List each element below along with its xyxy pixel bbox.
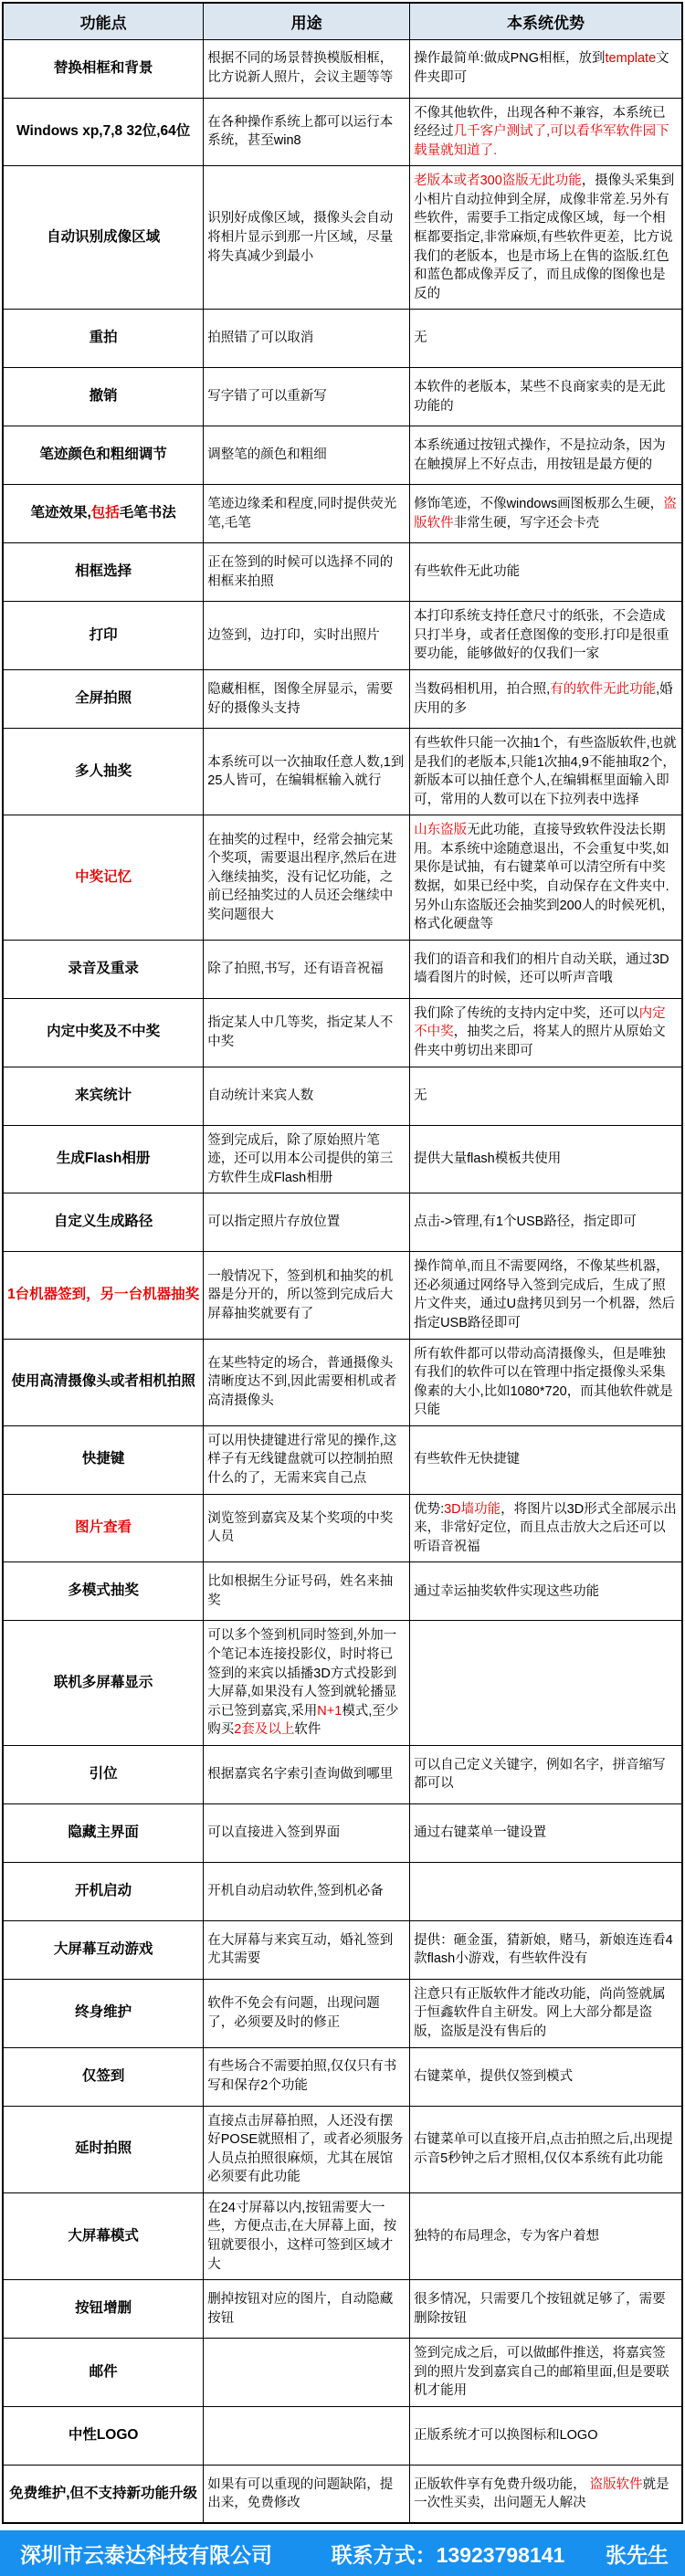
table-row: [3, 998, 682, 1067]
cell-text: 非常生硬，写字还会卡壳: [453, 515, 600, 531]
cell-text: 操作简单,而且不需要网络，不像某些机器，还必须通过网络导入签到完成后，生成了照片文件夹，通过U盘拷贝到另一个机器，然后指定USB路径即可: [414, 1259, 676, 1330]
cell-text: 可以直接进入签到界面: [207, 1825, 341, 1841]
advantage-cell: [410, 1252, 682, 1339]
purpose-cell: [204, 39, 410, 98]
purpose-cell: [204, 166, 410, 310]
cell-text: 不像其他软件，出现各种不兼容，本系统已经经过: [414, 105, 666, 140]
cell-text: 调整笔的颜色和粗细: [207, 447, 327, 463]
advantage-cell: [410, 2339, 682, 2407]
cell-text: 在各种操作系统上都可以运行本系统，甚至win8: [207, 114, 394, 149]
advantage-cell: [410, 1562, 682, 1621]
purpose-cell: [204, 1125, 410, 1193]
table-row: [3, 2047, 682, 2106]
cell-text: 一般情况下，签到机和抽奖的机器是分开的，所以签到完成后大屏幕抽奖就要有了: [207, 1268, 394, 1321]
header-purpose: 用途: [204, 3, 410, 39]
purpose-cell: [204, 940, 410, 998]
table-row: [3, 2465, 682, 2523]
feature-cell: [3, 1862, 204, 1920]
table-row: [3, 1193, 682, 1252]
cell-text: 引位: [89, 1765, 118, 1782]
table-row: [3, 426, 682, 485]
cell-text: ,婚庆用的多: [414, 681, 673, 716]
cell-text: 除了拍照,书写，还有语音祝福: [207, 962, 384, 976]
cell-text: 打印: [89, 626, 118, 643]
cell-text: 比如根据生分证号码，姓名来抽奖: [207, 1574, 394, 1608]
cell-text: 笔迹效果,: [30, 505, 91, 521]
advantage-cell: [410, 39, 682, 98]
advantage-cell: [410, 98, 682, 166]
cell-text: 隐藏主界面: [68, 1824, 139, 1840]
cell-text: 在24寸屏幕以内,按钮需要大一些，方便点击,在大屏幕上面，按钮就要很小，这样可签到区域才大: [207, 2200, 397, 2272]
highlighted-text: 盗版软件: [589, 2476, 643, 2492]
cell-text: 点击->管理,有1个USB路径，指定即可: [414, 1214, 637, 1230]
cell-text: 生成Flash相册: [56, 1150, 151, 1166]
advantage-cell: [410, 166, 682, 310]
advantage-cell: [410, 1125, 682, 1193]
cell-text: 开机启动: [75, 1882, 132, 1898]
highlighted-text: 中奖记忆: [75, 868, 132, 885]
table-row: [3, 1745, 682, 1803]
cell-text: 可以用快捷键进行常见的操作,这样子有无线键盘就可以控制拍照什么的了，无需来宾自己点: [207, 1433, 397, 1487]
purpose-cell: [204, 2465, 410, 2523]
table-row: [3, 166, 682, 310]
purpose-cell: [204, 815, 410, 940]
cell-text: ，摄像头采集到小相片自动拉伸到全屏，成像非常差.另外有些软件，需要手工指定成像区域，每一个相框都要指定,非常麻烦,有些软件更差，比方说我们的老版本，也是市场上在售的盗版.红色和蓝色都成像弄反了，而且成像的图像也是反的: [414, 173, 675, 301]
table-row: [3, 1067, 682, 1125]
comparison-table: [2, 2, 683, 2524]
advantage-cell: [410, 1803, 682, 1862]
feature-cell: [3, 2192, 204, 2279]
purpose-cell: [204, 1339, 410, 1425]
cell-text: 正版系统才可以换图标和LOGO: [414, 2428, 598, 2444]
table-row: [3, 940, 682, 998]
cell-text: 边签到，边打印，实时出照片: [207, 627, 380, 643]
purpose-cell: [204, 1067, 410, 1125]
purpose-cell: [204, 1252, 410, 1339]
purpose-cell: [204, 602, 410, 670]
purpose-cell: [204, 1745, 410, 1803]
feature-cell: [3, 602, 204, 670]
feature-cell: [3, 1562, 204, 1621]
table-body: [3, 39, 682, 2523]
cell-text: 拍照错了可以取消: [207, 331, 314, 346]
advantage-cell: [410, 1621, 682, 1745]
highlighted-text: template: [605, 51, 657, 67]
advantage-cell: [410, 940, 682, 998]
feature-cell: [3, 729, 204, 815]
feature-cell: [3, 2465, 204, 2523]
cell-text: 有些场合不需要拍照,仅仅只有书写和保存2个功能: [207, 2059, 397, 2094]
table-row: [3, 310, 682, 368]
advantage-cell: [410, 1979, 682, 2047]
cell-text: 按钮增删: [75, 2300, 132, 2317]
cell-text: 注意只有正版软件才能改功能，尚尚签就属于恒鑫软件自主研发。网上大部分都是盗版，盗版是没有售后的: [414, 1986, 666, 2039]
cell-text: 有些软件无此功能: [414, 564, 521, 580]
table-row: [3, 2280, 682, 2339]
table-row: [3, 1252, 682, 1339]
table-row: [3, 1339, 682, 1425]
cell-text: 所有软件都可以带动高清摄像头，但是唯独有我们的软件可以在管理中指定摄像头采集像素的大小,比如1080*720，而其他软件就是只能: [414, 1346, 673, 1418]
purpose-cell: [204, 1979, 410, 2047]
cell-text: 根据不同的场景替换模版相框，比方说新人照片，会议主题等等: [207, 51, 394, 85]
cell-text: 终身维护: [75, 2004, 132, 2021]
table-row: [3, 2339, 682, 2407]
advantage-cell: [410, 2280, 682, 2339]
table-row: [3, 815, 682, 940]
highlighted-text: 有的软件无此功能: [550, 681, 657, 697]
cell-text: 独特的布局理念，专为客户着想: [414, 2228, 600, 2244]
table-row: [3, 98, 682, 166]
advantage-cell: [410, 1862, 682, 1920]
purpose-cell: [204, 2106, 410, 2192]
purpose-cell: [204, 2047, 410, 2106]
purpose-cell: [204, 485, 410, 543]
cell-text: 自动识别成像区域: [47, 228, 161, 245]
feature-cell: [3, 1494, 204, 1562]
advantage-cell: [410, 310, 682, 368]
cell-text: 相框选择: [75, 563, 132, 580]
cell-text: 联机多屏幕显示: [53, 1674, 153, 1690]
cell-text: 直接点击屏幕拍照，人还没有摆好POSE就照相了，或者必须服务人员点拍照很麻烦，尤其在展馆必须要有此功能: [207, 2113, 404, 2185]
cell-text: 全屏拍照: [75, 690, 132, 707]
header-advantage: 本系统优势: [410, 3, 682, 39]
feature-cell: [3, 1252, 204, 1339]
table-row: [3, 670, 682, 729]
feature-cell: [3, 1803, 204, 1862]
cell-text: 我们的语音和我们的相片自动关联，通过3D墙看图片的时候，还可以听声音哦: [414, 952, 669, 986]
feature-cell: [3, 310, 204, 368]
cell-text: 正在签到的时候可以选择不同的相框来拍照: [207, 555, 394, 589]
cell-text: 仅签到: [81, 2067, 125, 2084]
feature-cell: [3, 815, 204, 940]
advantage-cell: [410, 1425, 682, 1494]
header-row: [3, 3, 682, 39]
cell-text: ，抽奖之后，将某人的照片从原始文件夹中剪切出来即可: [414, 1025, 666, 1058]
feature-cell: [3, 2047, 204, 2106]
advantage-cell: [410, 543, 682, 602]
cell-text: ，将图片以3D形式全部展示出来，非常好定位，而且点击放大之后还可以听语音祝福: [414, 1501, 677, 1554]
cell-text: 笔迹边缘柔和程度,同时提供荧光笔,毛笔: [207, 497, 397, 531]
purpose-cell: [204, 670, 410, 729]
feature-cell: [3, 368, 204, 426]
cell-text: 文件夹即可: [414, 51, 669, 85]
cell-text: 模式,至少购买: [207, 1703, 399, 1738]
cell-text: 右键菜单，提供仅签到模式: [414, 2068, 574, 2084]
purpose-cell: [204, 1425, 410, 1494]
table-row: [3, 2106, 682, 2192]
advantage-cell: [410, 485, 682, 543]
cell-text: 录音及重录: [68, 960, 139, 976]
cell-text: 替换相框和背景: [53, 59, 153, 76]
feature-cell: [3, 1067, 204, 1125]
contact-person: 张先生: [606, 2542, 669, 2567]
feature-cell: [3, 1425, 204, 1494]
feature-cell: [3, 426, 204, 485]
company-name: 深圳市云泰达科技有限公司: [20, 2542, 272, 2567]
advantage-cell: [410, 1920, 682, 1979]
cell-text: 免费维护,但不支持新功能升级: [9, 2485, 198, 2501]
cell-text: 删掉按钮对应的图片，自动隐藏按钮: [207, 2292, 394, 2326]
advantage-cell: [410, 2465, 682, 2523]
cell-text: 多模式抽奖: [68, 1582, 139, 1599]
cell-text: 重拍: [89, 330, 118, 346]
feature-cell: [3, 485, 204, 543]
purpose-cell: [204, 2280, 410, 2339]
cell-text: 来宾统计: [75, 1087, 132, 1103]
table-row: [3, 1979, 682, 2047]
highlighted-text: 几千客户测试了,可以看华军软件园下载量就知道了.: [414, 124, 669, 158]
advantage-cell: [410, 602, 682, 670]
purpose-cell: [204, 2339, 410, 2407]
advantage-cell: [410, 815, 682, 940]
highlighted-text: 包括: [90, 505, 120, 521]
highlighted-text: 山东盗版: [414, 823, 468, 838]
cell-text: 自动统计来宾人数: [207, 1088, 314, 1103]
cell-text: 在大屏幕与来宾互动，婚礼签到尤其需要: [207, 1932, 394, 1967]
cell-text: 开机自动启动软件,签到机必备: [207, 1884, 384, 1899]
purpose-cell: [204, 1494, 410, 1562]
feature-cell: [3, 166, 204, 310]
cell-text: 快捷键: [81, 1451, 125, 1467]
highlighted-text: 图片查看: [75, 1519, 132, 1536]
feature-cell: [3, 2106, 204, 2192]
cell-text: 提供：砸金蛋，猜新娘，赌马，新娘连连看4款flash小游戏，有些软件没有: [414, 1932, 673, 1967]
advantage-cell: [410, 670, 682, 729]
table-row: [3, 1494, 682, 1562]
feature-cell: [3, 940, 204, 998]
table-row: [3, 2406, 682, 2465]
cell-text: 无此功能，直接导致软件没法长期用。本系统中途随意退出，不会重复中奖,如果你是试抽，有右键菜单可以清空所有中奖数据，如果已经中奖，自动保存在文件夹中.另外山东盗版还会抽奖到200人的时候死机，格式化硬盘等: [414, 823, 675, 932]
table-row: [3, 1803, 682, 1862]
cell-text: 很多情况，只需要几个按钮就足够了，需要删除按钮: [414, 2292, 666, 2326]
purpose-cell: [204, 1193, 410, 1252]
highlighted-text: 2套及以上: [234, 1722, 295, 1738]
feature-cell: [3, 1125, 204, 1193]
cell-text: 优势:: [414, 1501, 445, 1517]
cell-text: 邮件: [89, 2363, 118, 2380]
highlighted-text: 老版本或者300盗版无此功能: [414, 173, 582, 189]
table-row: [3, 1425, 682, 1494]
cell-text: 内定中奖及不中奖: [47, 1024, 161, 1040]
cell-text: 本打印系统支持任意尺寸的纸张，不会造成只打半身，或者任意图像的变形.打印是很重要功能，能够做好的仅我们一家: [414, 609, 669, 662]
cell-text: 签到完成之后，可以做邮件推送，将嘉宾签到的照片发到嘉宾自己的邮箱里面,但是要联机才能用: [414, 2346, 669, 2399]
cell-text: 笔迹颜色和粗细调节: [39, 447, 167, 463]
footer-gap: [0, 2524, 685, 2530]
cell-text: 浏览签到嘉宾及某个奖项的中奖人员: [207, 1510, 394, 1545]
cell-text: 软件不免会有问题，出现问题了，必须要及时的修正: [207, 1996, 380, 2030]
cell-text: 操作最简单:做成PNG相框，放到: [414, 51, 606, 67]
purpose-cell: [204, 729, 410, 815]
feature-cell: [3, 39, 204, 98]
cell-text: 提供大量flash模板共使用: [414, 1151, 562, 1167]
table-row: [3, 2192, 682, 2279]
cell-text: 本软件的老版本，某些不良商家卖的是无此功能的: [414, 380, 666, 414]
table-row: [3, 543, 682, 602]
cell-text: 中性LOGO: [68, 2426, 139, 2443]
cell-text: 右键菜单可以直接开启,点击拍照之后,出现提示音5秒钟之后才照相,仅仅本系统有此功能: [414, 2132, 673, 2166]
table-row: [3, 1862, 682, 1920]
cell-text: 本系统可以一次抽取任意人数,1到25人皆可，在编辑框输入就行: [207, 754, 405, 789]
cell-text: 有些软件只能一次抽1个，有些盗版软件,也就是我们的老版本,只能1次抽4,9不能抽取2个，新版本可以抽任意个人,在编辑框里面输入即可，常用的人数可以在下拉列表中选择: [414, 736, 677, 807]
advantage-cell: [410, 1067, 682, 1125]
cell-text: 本系统通过按钮式操作，不是拉动条，因为在触摸屏上不好点击，用按钮是最方便的: [414, 438, 666, 472]
cell-text: 可以自己定义关键字，例如名字，拼音缩写都可以: [414, 1757, 666, 1792]
table-row: [3, 368, 682, 426]
advantage-cell: [410, 1193, 682, 1252]
feature-cell: [3, 670, 204, 729]
cell-text: 在某些特定的场合，普通摄像头清晰度达不到,因此需要相机或者高清摄像头: [207, 1355, 397, 1409]
feature-cell: [3, 98, 204, 166]
purpose-cell: [204, 426, 410, 485]
table-row: [3, 39, 682, 98]
feature-cell: [3, 2406, 204, 2465]
feature-cell: [3, 2280, 204, 2339]
purpose-cell: [204, 1621, 410, 1745]
cell-text: 指定某人中几等奖，指定某人不中奖: [207, 1015, 394, 1049]
table-row: [3, 1562, 682, 1621]
highlighted-text: 1台机器签到，另一台机器抽奖: [7, 1286, 200, 1302]
cell-text: 可以多个签到机同时签到,外加一个笔记本连接投影仪，时时将已签到的来宾以插播3D方式投影到大屏幕,如果没有人签到就轮播显示已签到嘉宾,采用: [207, 1628, 397, 1719]
advantage-cell: [410, 1494, 682, 1562]
purpose-cell: [204, 98, 410, 166]
cell-text: 识别好成像区域，摄像头会自动将相片显示到那一片区域，尽量将失真减少到最小: [207, 211, 394, 264]
cell-text: Windows xp,7,8 32位,64位: [16, 122, 191, 139]
advantage-cell: [410, 368, 682, 426]
cell-text: 延时拍照: [75, 2140, 132, 2157]
cell-text: 无: [414, 331, 427, 346]
cell-text: 就是一次性买卖，出问题无人解决: [414, 2476, 669, 2511]
table-row: [3, 1920, 682, 1979]
cell-text: 软件: [294, 1722, 321, 1738]
advantage-cell: [410, 1339, 682, 1425]
cell-text: 多人抽奖: [75, 762, 132, 779]
cell-text: 毛笔书法: [119, 505, 176, 521]
header-feature: 功能点: [3, 3, 204, 39]
feature-cell: [3, 998, 204, 1067]
advantage-cell: [410, 998, 682, 1067]
cell-text: 正版软件享有免费升级功能，: [414, 2476, 590, 2492]
table-row: [3, 485, 682, 543]
purpose-cell: [204, 368, 410, 426]
cell-text: 撤销: [89, 388, 118, 405]
table-row: [3, 602, 682, 670]
feature-cell: [3, 1979, 204, 2047]
advantage-cell: [410, 2047, 682, 2106]
feature-cell: [3, 1193, 204, 1252]
advantage-cell: [410, 426, 682, 485]
purpose-cell: [204, 1803, 410, 1862]
advantage-cell: [410, 2406, 682, 2465]
feature-cell: [3, 1920, 204, 1979]
cell-text: 自定义生成路径: [53, 1214, 153, 1230]
advantage-cell: [410, 2192, 682, 2279]
purpose-cell: [204, 998, 410, 1067]
purpose-cell: [204, 2406, 410, 2465]
purpose-cell: [204, 310, 410, 368]
cell-text: 大屏幕模式: [68, 2227, 139, 2244]
advantage-cell: [410, 729, 682, 815]
feature-cell: [3, 2339, 204, 2407]
cell-text: 使用高清摄像头或者相机拍照: [11, 1373, 195, 1390]
cell-text: 可以指定照片存放位置: [207, 1214, 341, 1230]
purpose-cell: [204, 543, 410, 602]
advantage-cell: [410, 1745, 682, 1803]
highlighted-text: 内定不中奖: [414, 1005, 666, 1040]
table-row: [3, 729, 682, 815]
cell-text: 有些软件无快捷键: [414, 1452, 521, 1467]
highlighted-text: 3D墙功能: [444, 1501, 501, 1517]
highlighted-text: 盗版软件: [414, 497, 677, 531]
cell-text: 修饰笔迹，不像windows画图板那么生硬，: [414, 497, 664, 512]
cell-text: 通过幸运抽奖软件实现这些功能: [414, 1583, 600, 1599]
purpose-cell: [204, 1562, 410, 1621]
cell-text: 隐藏相框，图像全屏显示，需要好的摄像头支持: [207, 681, 394, 716]
purpose-cell: [204, 1920, 410, 1979]
purpose-cell: [204, 1862, 410, 1920]
cell-text: 大屏幕互动游戏: [53, 1940, 153, 1957]
cell-text: 在抽奖的过程中，经常会抽完某个奖项，需要退出程序,然后在进入继续抽奖，没有记忆功能，之前已经抽奖过的人员还会继续中奖问题很大: [207, 832, 397, 922]
cell-text: 无: [414, 1088, 427, 1103]
cell-text: 写字错了可以重新写: [207, 389, 327, 405]
cell-text: 我们除了传统的支持内定中奖，还可以: [414, 1005, 639, 1021]
feature-cell: [3, 543, 204, 602]
feature-cell: [3, 1745, 204, 1803]
cell-text: 通过右键菜单一键设置: [414, 1825, 547, 1841]
footer-bar: [0, 2530, 685, 2576]
feature-cell: [3, 1339, 204, 1425]
highlighted-text: N+1: [317, 1703, 342, 1719]
advantage-cell: [410, 2106, 682, 2192]
purpose-cell: [204, 2192, 410, 2279]
cell-text: 当数码相机用，拍合照,: [414, 681, 551, 697]
table-row: [3, 1125, 682, 1193]
feature-cell: [3, 1621, 204, 1745]
cell-text: 如果有可以重现的问题缺陷，提出来，免费修改: [207, 2476, 394, 2511]
contact-info: 联系方式：13923798141: [331, 2542, 565, 2567]
cell-text: 根据嘉宾名字索引查询做到哪里: [207, 1767, 394, 1782]
table-row: [3, 1621, 682, 1745]
cell-text: 签到完成后，除了原始照片笔迹，还可以用本公司提供的第三方软件生成Flash相册: [207, 1132, 394, 1185]
